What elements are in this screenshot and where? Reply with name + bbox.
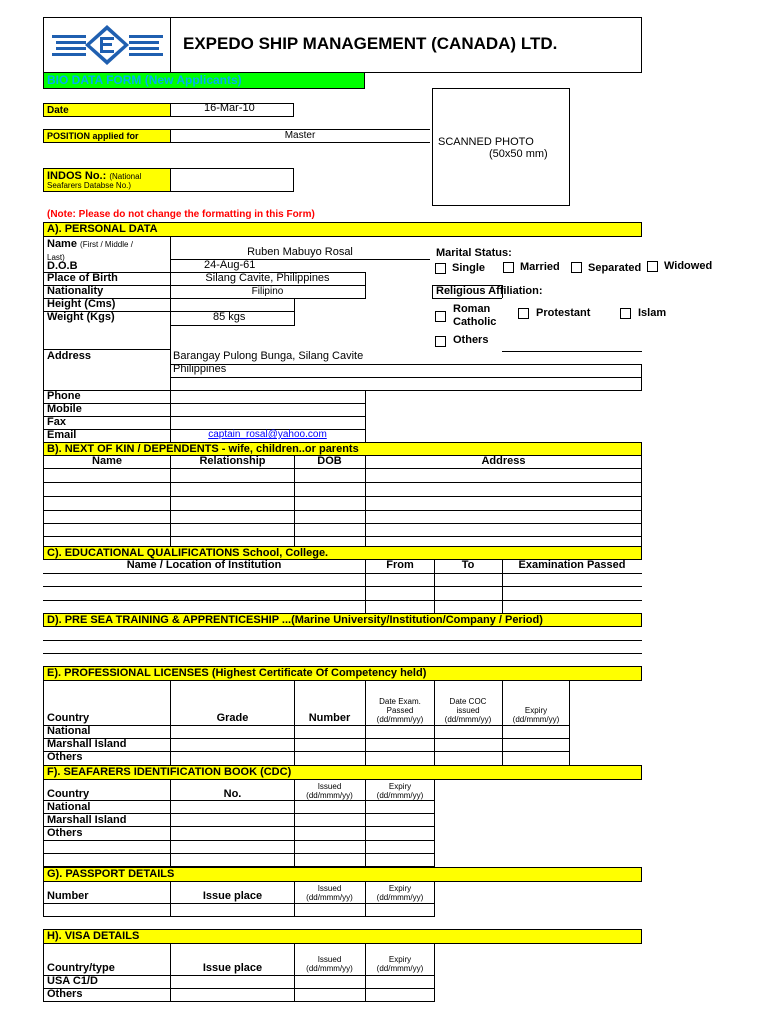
passport-col-number: Number — [47, 890, 89, 902]
lic-col-coc: Date COC issued (dd/mmm/yy) — [444, 697, 492, 724]
edu-col-exam: Examination Passed — [518, 559, 626, 571]
visa-col-issued: Issued (dd/mmm/yy) — [306, 955, 353, 973]
indos-field[interactable] — [170, 168, 294, 192]
indos-title: INDOS No.: — [47, 170, 107, 182]
islam-checkbox[interactable] — [620, 308, 631, 319]
weight-value[interactable]: 85 kgs — [213, 311, 246, 323]
edu-col-institution: Name / Location of Institution — [126, 559, 282, 571]
married-checkbox[interactable] — [503, 262, 514, 273]
position-label: POSITION applied for — [43, 129, 171, 143]
kin-col-relationship: Relationship — [199, 455, 266, 467]
passport-col-issue-place: Issue place — [202, 890, 263, 902]
passport-col-issued: Issued (dd/mmm/yy) — [306, 884, 353, 902]
date-value: 16-Mar-10 — [204, 102, 255, 114]
lic-row-others: Others — [47, 751, 83, 763]
kin-col-address: Address — [481, 455, 526, 467]
nationality-value[interactable]: Filipino — [251, 286, 284, 297]
lic-row-marshall: Marshall Island — [47, 738, 127, 750]
protestant-checkbox[interactable] — [518, 308, 529, 319]
section-g-heading: G). PASSPORT DETAILS — [43, 867, 642, 882]
address-line1[interactable]: Barangay Pulong Bunga, Silang Cavite — [173, 350, 364, 362]
section-e-heading: E). PROFESSIONAL LICENSES (Highest Certificate Of Competency held) — [43, 666, 642, 681]
cdc-row-national: National — [47, 801, 91, 813]
widowed-label: Widowed — [664, 260, 713, 272]
cdc-col-expiry: Expiry (dd/mmm/yy) — [376, 782, 424, 800]
form-title: BIO DATA FORM (New Applicants) — [43, 72, 365, 89]
edu-col-to: To — [461, 559, 475, 571]
cdc-col-country: Country — [47, 788, 90, 800]
nationality-label: Nationality — [47, 285, 104, 297]
indos-note: (National — [109, 172, 142, 181]
religion-label: Religious Affiliation: — [436, 285, 543, 297]
company-name: EXPEDO SHIP MANAGEMENT (CANADA) LTD. — [183, 34, 558, 53]
lic-col-expiry: Expiry (dd/mmm/yy) — [512, 706, 560, 724]
section-b-heading: B). NEXT OF KIN / DEPENDENTS - wife, children..or parents — [43, 442, 642, 456]
visa-col-issue-place: Issue place — [202, 962, 263, 974]
roman-catholic-checkbox[interactable] — [435, 311, 446, 322]
section-a-heading: A). PERSONAL DATA — [43, 222, 642, 237]
indos-note2: Seafarers Databse No.) — [47, 181, 132, 190]
kin-col-name: Name — [92, 455, 122, 467]
fax-label: Fax — [47, 416, 66, 428]
visa-col-expiry: Expiry (dd/mmm/yy) — [376, 955, 424, 973]
address-label: Address — [47, 350, 92, 362]
widowed-checkbox[interactable] — [647, 261, 658, 272]
date-label: Date — [43, 103, 171, 117]
name-value[interactable]: Ruben Mabuyo Rosal — [247, 246, 353, 258]
form-note: (Note: Please do not change the formatting in this Form) — [47, 209, 315, 220]
roman-catholic-label: Roman Catholic — [453, 303, 497, 328]
visa-col-country: Country/type — [47, 962, 115, 974]
section-d-heading: D). PRE SEA TRAINING & APPRENTICESHIP ...(Marine University/Institution/Company / Period) — [43, 613, 642, 627]
lic-col-exam: Date Exam. Passed (dd/mmm/yy) — [376, 697, 424, 724]
email-label: Email — [47, 429, 77, 441]
single-checkbox[interactable] — [435, 263, 446, 274]
separated-label: Separated — [588, 262, 642, 274]
photo-label: SCANNED PHOTO — [438, 136, 534, 148]
name-label: Name (First / Middle / Last) — [47, 238, 133, 262]
cdc-row-marshall: Marshall Island — [47, 814, 127, 826]
pob-value[interactable]: Silang Cavite, Philippines — [205, 272, 330, 284]
single-label: Single — [452, 262, 486, 274]
others-religion-label: Others — [453, 334, 489, 346]
dob-value[interactable]: 24-Aug-61 — [204, 259, 256, 271]
lic-col-country: Country — [47, 712, 90, 724]
islam-label: Islam — [638, 307, 667, 319]
company-logo — [50, 25, 165, 65]
lic-col-grade: Grade — [216, 712, 249, 724]
email-value[interactable]: captain_rosal@yahoo.com — [208, 429, 327, 440]
lic-col-number: Number — [308, 712, 351, 724]
kin-col-dob: DOB — [317, 455, 342, 467]
visa-row-usa: USA C1/D — [47, 975, 98, 987]
section-f-heading: F). SEAFARERS IDENTIFICATION BOOK (CDC) — [43, 765, 642, 780]
protestant-label: Protestant — [536, 307, 591, 319]
height-label: Height (Cms) — [47, 298, 116, 310]
section-h-heading: H). VISA DETAILS — [43, 929, 642, 944]
edu-col-from: From — [386, 559, 414, 571]
phone-label: Phone — [47, 390, 81, 402]
dob-label: D.O.B — [47, 260, 78, 272]
photo-size: (50x50 mm) — [489, 148, 548, 160]
visa-row-others: Others — [47, 988, 83, 1000]
pob-label: Place of Birth — [47, 272, 118, 284]
mobile-label: Mobile — [47, 403, 82, 415]
marital-label: Marital Status: — [436, 247, 512, 259]
indos-label — [43, 168, 171, 192]
divider — [170, 17, 171, 73]
separated-checkbox[interactable] — [571, 262, 582, 273]
weight-label: Weight (Kgs) — [47, 311, 115, 323]
section-c-heading: C). EDUCATIONAL QUALIFICATIONS School, College. — [43, 546, 642, 560]
cdc-col-issued: Issued (dd/mmm/yy) — [306, 782, 353, 800]
lic-row-national: National — [47, 725, 91, 737]
position-value[interactable]: Master — [284, 130, 316, 141]
others-religion-checkbox[interactable] — [435, 336, 446, 347]
address-line2[interactable]: Philippines — [173, 363, 227, 375]
married-label: Married — [520, 261, 560, 273]
cdc-row-others: Others — [47, 827, 83, 839]
passport-col-expiry: Expiry (dd/mmm/yy) — [376, 884, 424, 902]
cdc-col-no: No. — [223, 788, 242, 800]
